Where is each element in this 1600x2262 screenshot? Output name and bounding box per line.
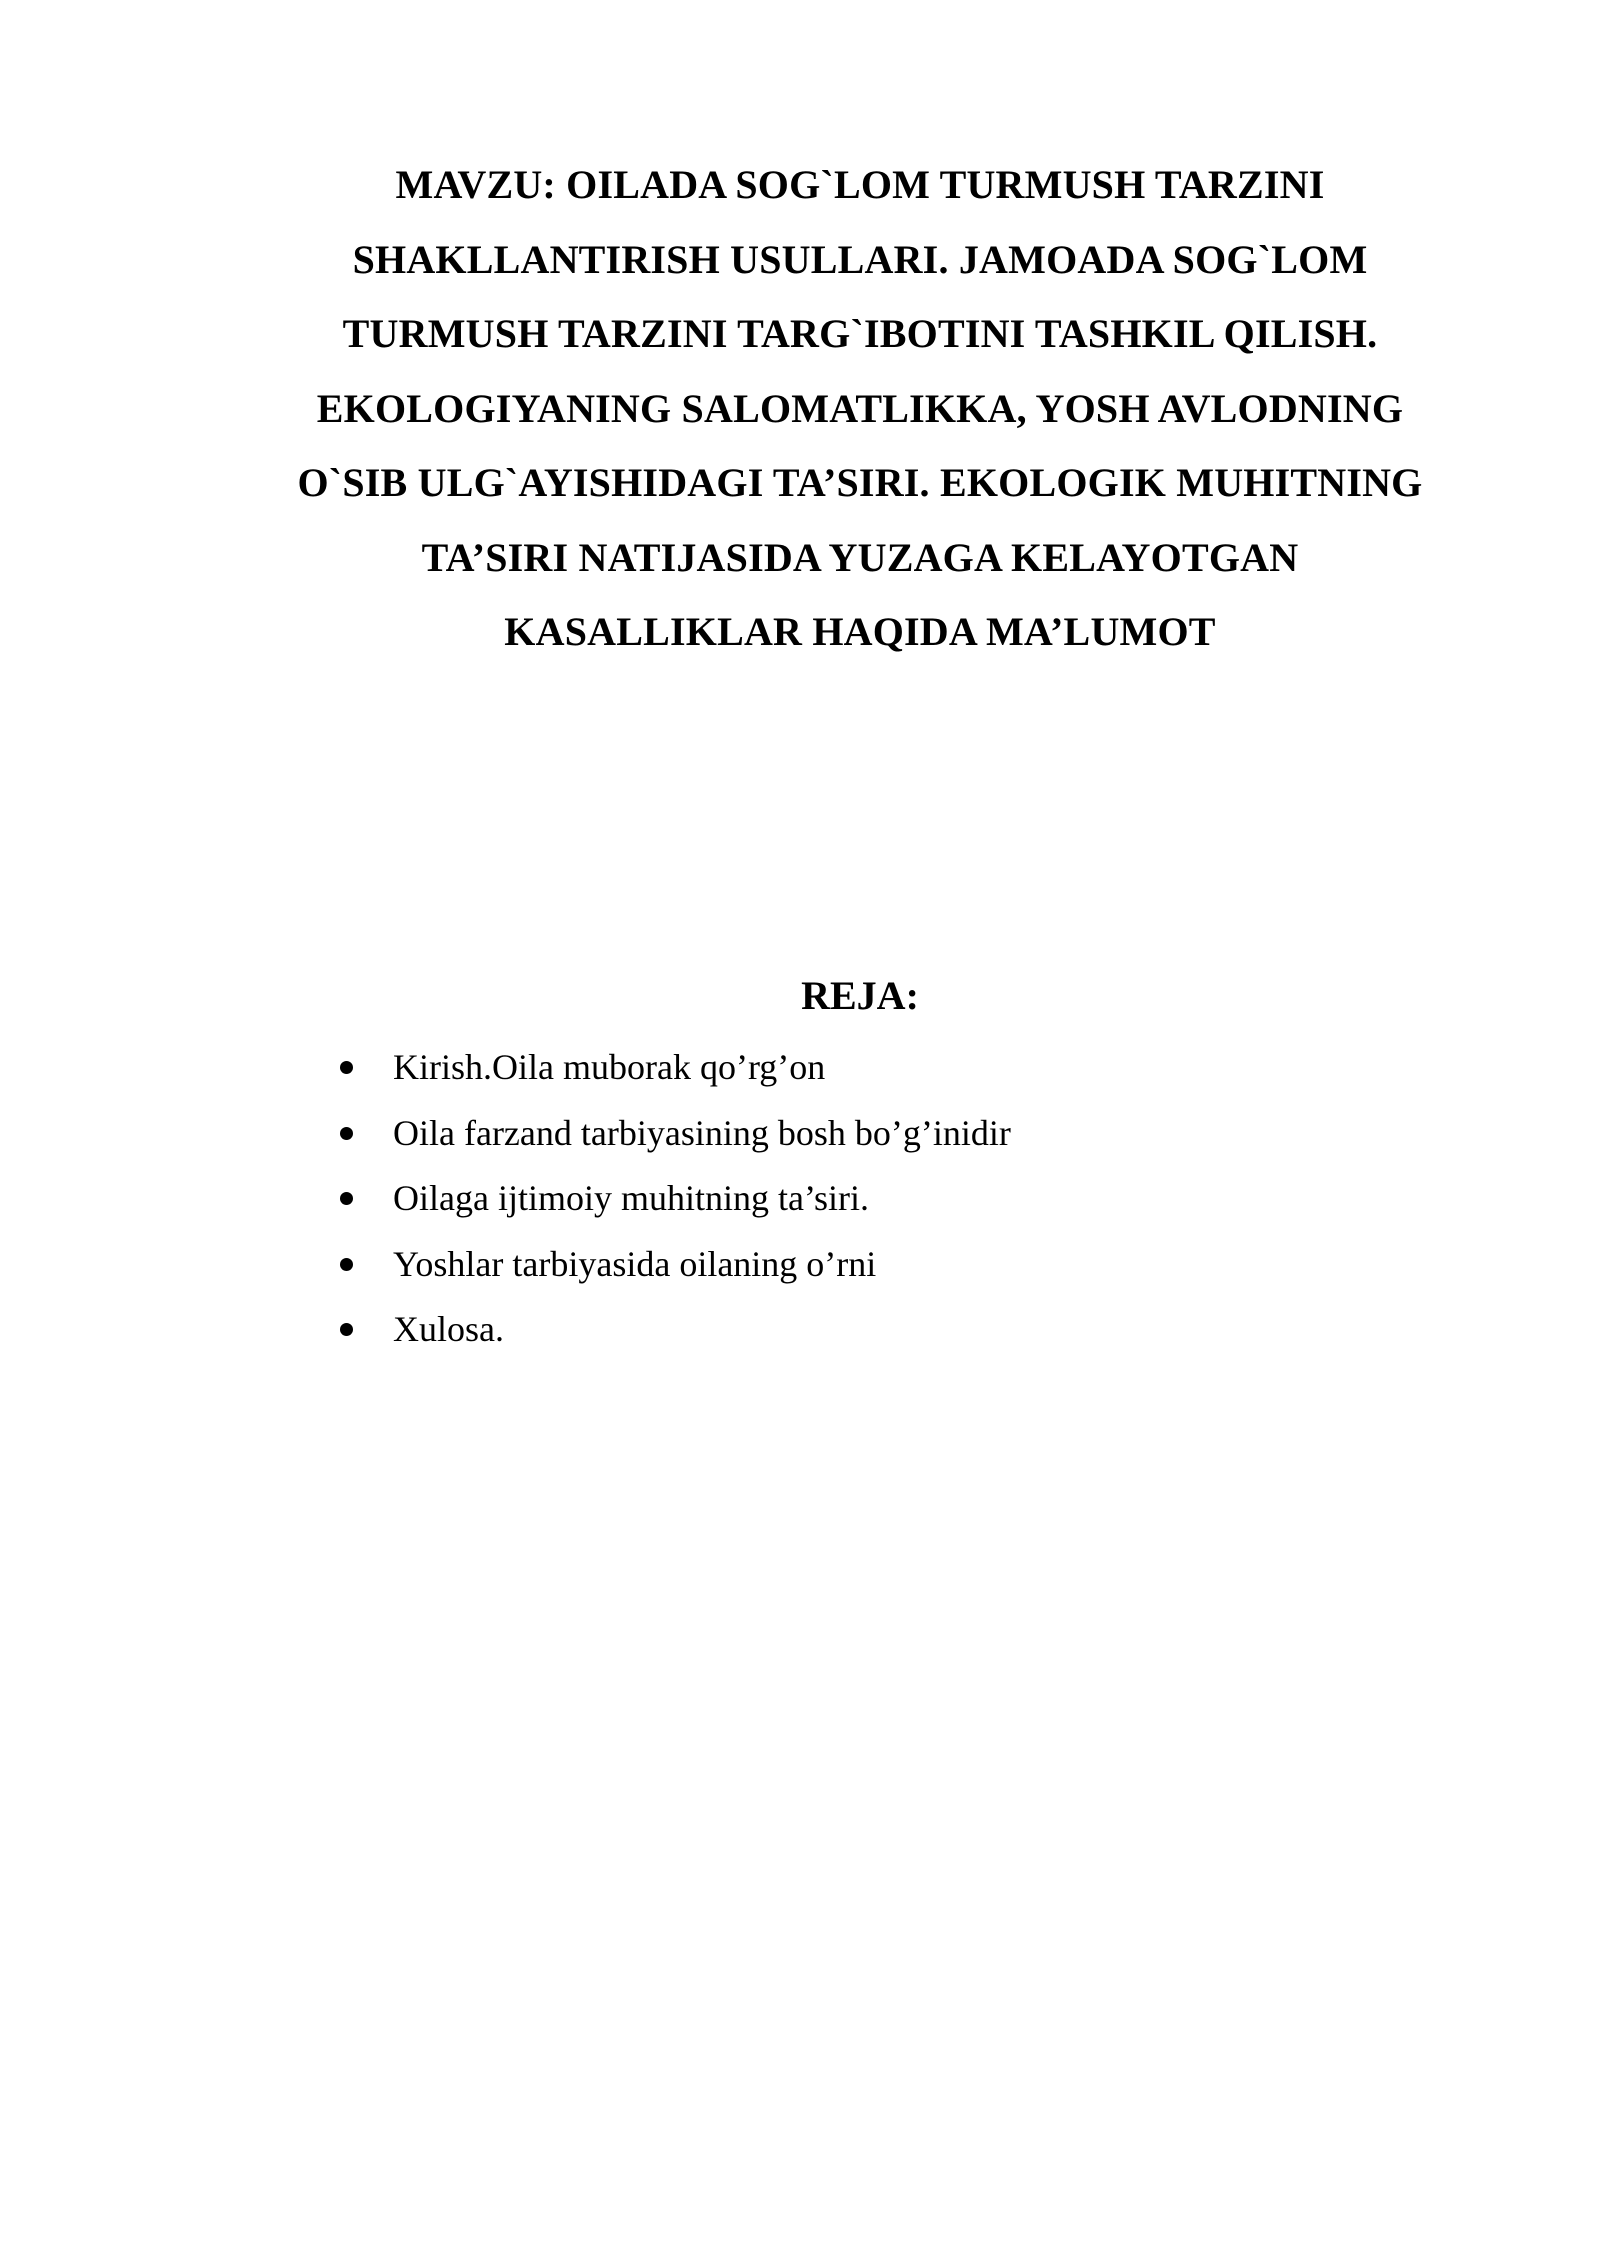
- title-line: EKOLOGIYANING SALOMATLIKKA, YOSH AVLODNING: [316, 385, 1404, 431]
- plan-item-text: Kirish.Oila muborak qo’rg’on: [393, 1047, 826, 1087]
- plan-item-text: Xulosa.: [393, 1309, 504, 1349]
- title-line: TA’SIRI NATIJASIDA YUZAGA KELAYOTGAN: [421, 534, 1299, 580]
- title-line: O`SIB ULG`AYISHIDAGI TA’SIRI. EKOLOGIK MUHITNING: [297, 460, 1423, 505]
- bullet-icon: [340, 1258, 353, 1271]
- document-title: [235, 148, 1485, 670]
- title-line: MAVZU: OILADA SOG`LOM TURMUSH TARZINI: [395, 162, 1325, 207]
- title-line: KASALLIKLAR HAQIDA MA’LUMOT: [504, 609, 1216, 654]
- plan-item-text: Oilaga ijtimoiy muhitning ta’siri.: [393, 1178, 869, 1218]
- bullet-icon: [340, 1323, 353, 1336]
- plan-item-text: Oila farzand tarbiyasining bosh bo’g’inidir: [393, 1112, 1011, 1153]
- title-line: TURMUSH TARZINI TARG`IBOTINI TASHKIL QILISH.: [342, 311, 1378, 356]
- plan-item-text: Yoshlar tarbiyasida oilaning o’rni: [393, 1243, 877, 1284]
- bullet-icon: [340, 1192, 353, 1205]
- plan-heading: REJA:: [801, 973, 919, 1018]
- bullet-icon: [340, 1061, 353, 1074]
- title-line: SHAKLLANTIRISH USULLARI. JAMOADA SOG`LOM: [352, 236, 1368, 282]
- bullet-icon: [340, 1127, 353, 1140]
